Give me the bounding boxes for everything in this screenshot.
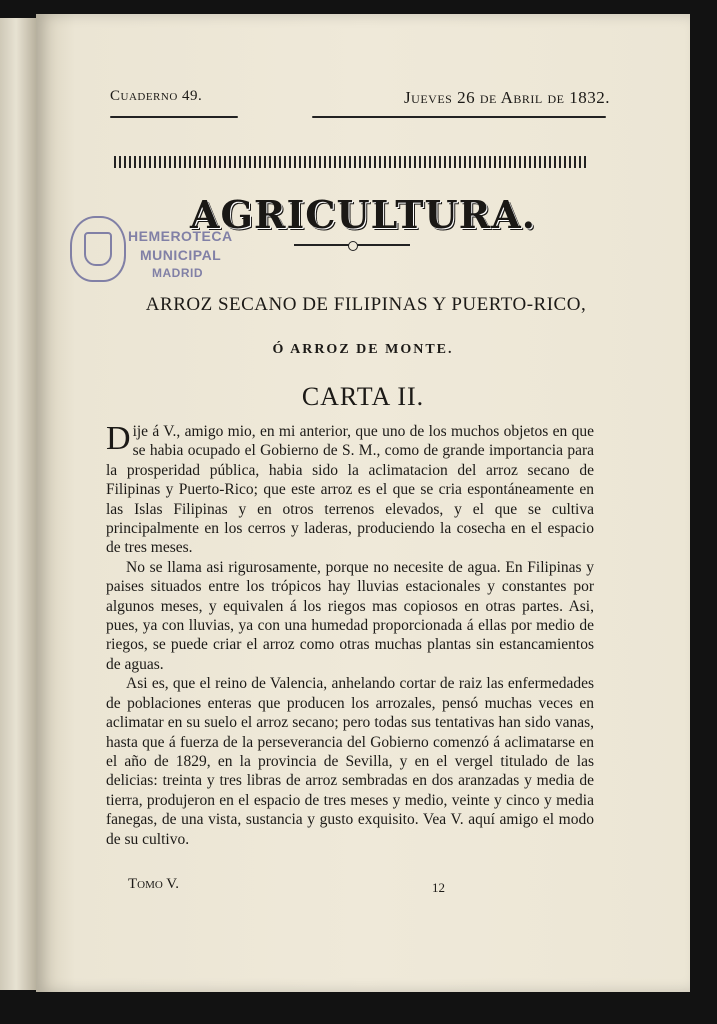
header-rule-left: [110, 116, 238, 118]
library-stamp: [70, 214, 240, 294]
book-spine-edge: [0, 18, 36, 990]
issue-date: Jueves 26 de Abril de 1832.: [404, 88, 610, 107]
paragraph-1: [106, 422, 594, 558]
volume-label: Tomo V.: [128, 876, 179, 892]
stamp-line-1: HEMEROTECA: [128, 228, 233, 244]
paragraph-1-text: ije á V., amigo mio, en mi anterior, que uno de los muchos objetos en que se habia ocupado el Gobierno de S. M., como de grande importancia para la prosperidad pública, habia sido la aclimatacion del arroz secano de Filipinas y Puerto-Rico; que este arroz es el que se cria espontáneamente en las Islas Filipinas y en otros terrenos elevados, y el que se cultiva principalmente en los cerros y laderas, produciendo la cosecha en el espacio de tres meses.: [106, 423, 594, 557]
paragraph-3: Asi es, que el reino de Valencia, anhelando cortar de raiz las enfermedades de poblaciones enteras que producen los arrozales, pensó muchas veces en aclimatar en su suelo el arroz secano; pero todas sus tentativas han sido vanas, hasta que á fuerza de la perseverancia del Gobierno comenzó á aclimatarse en el año de 1829, en la provincia de Sevilla, y en el vergel titulado de las delicias: treinta y tres libras de arroz sembradas en dos aranzadas y media de tierra, produjeron en el espacio de tres meses y medio, veinte y cinco y media fanegas, de una vista, sustancia y gusto exquisito. Vea V. aquí amigo el modo de su cultivo.: [106, 675, 594, 848]
drop-cap: D: [106, 420, 131, 457]
header-rule-right: [312, 116, 606, 118]
stamp-line-2: MUNICIPAL: [140, 247, 222, 263]
section-title: AGRICULTURA.: [189, 192, 536, 237]
signature-mark: 12: [432, 880, 445, 895]
article-subtitle: ARROZ SECANO DE FILIPINAS Y PUERTO-RICO,: [145, 294, 587, 315]
stamp-line-3: MADRID: [152, 266, 203, 280]
letter-heading: CARTA II.: [301, 382, 425, 411]
article-subtitle-secondary: Ó ARROZ DE MONTE.: [272, 342, 454, 357]
running-header: [110, 88, 610, 118]
article-body: [106, 422, 594, 849]
paragraph-2: No se llama asi rigurosamente, porque no necesite de agua. En Filipinas y paises situados entre los trópicos hay lluvias estacionales y constantes por algunos meses, y equivalen á los riegos mas copiosos en otras partes. Asi, pues, ya con lluvias, ya con una humedad proporcionada á ellas por medio de riegos, se puede criar el arroz como otras muchas plantas sin estancamientos de aguas.: [106, 558, 594, 673]
title-ornament: [348, 241, 358, 251]
coat-of-arms-icon: [70, 216, 126, 282]
document-page: [36, 14, 690, 992]
issue-number: Cuaderno 49.: [110, 88, 203, 104]
ornamental-border: [114, 156, 586, 168]
